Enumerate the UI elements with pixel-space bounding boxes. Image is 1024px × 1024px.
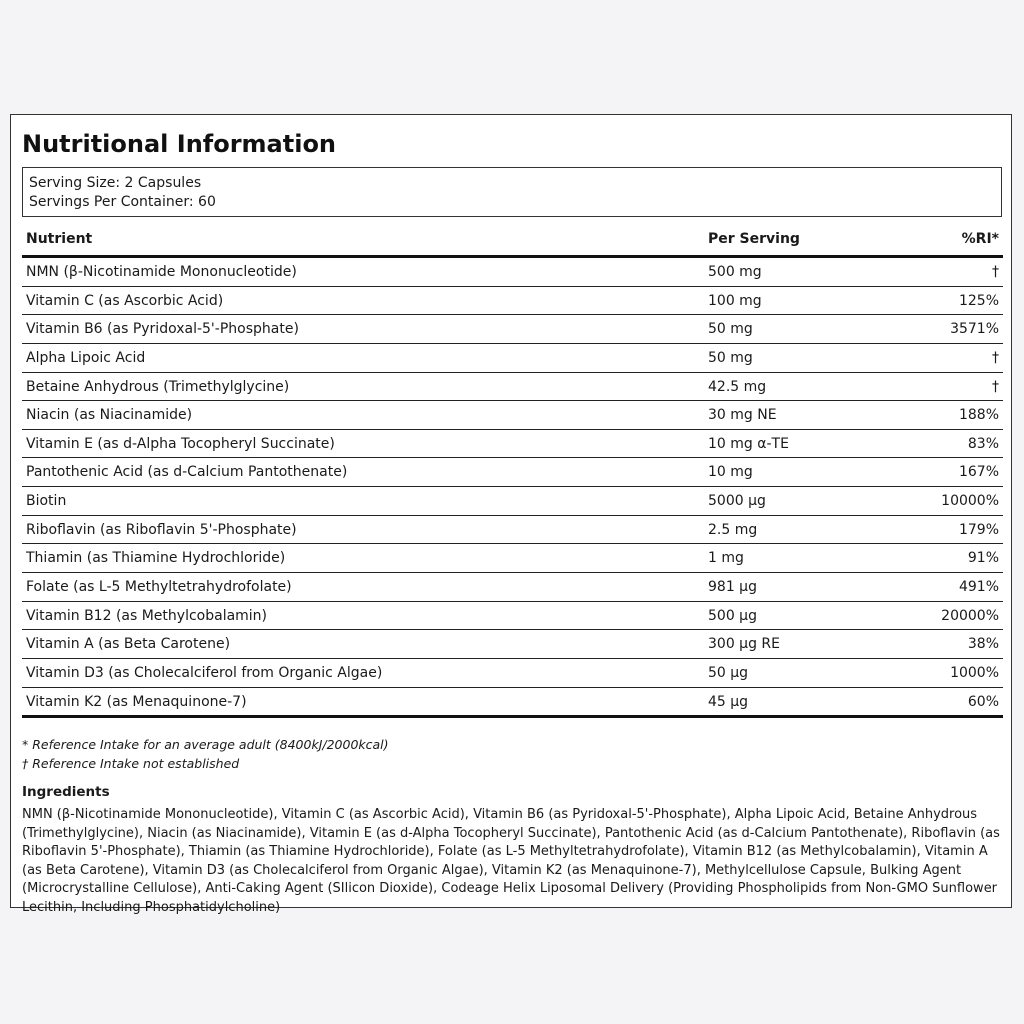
serving-size: Serving Size: 2 Capsules (29, 175, 202, 191)
cell-nutrient: Vitamin K2 (as Menaquinone-7) (26, 693, 247, 710)
cell-nutrient: Biotin (26, 493, 67, 510)
cell-ri: 20000% (941, 607, 999, 624)
cell-per-serving: 30 mg NE (708, 407, 777, 424)
ingredients-heading: Ingredients (22, 784, 110, 800)
cell-nutrient: Vitamin E (as d-Alpha Tocopheryl Succinate) (26, 435, 335, 452)
cell-per-serving: 10 mg α-TE (708, 435, 789, 452)
footnote-not-established: † Reference Intake not established (22, 756, 240, 771)
cell-per-serving: 42.5 mg (708, 378, 767, 395)
cell-per-serving: 50 mg (708, 321, 753, 338)
ingredients-text: NMN (β-Nicotinamide Mononucleotide), Vitamin C (as Ascorbic Acid), Vitamin B6 (as Pyridoxal-5'-Phosphate), Alpha Lipoic Acid, Betaine Anhydrous (Trimethylglycine), Niacin (as Niacinamide), Vitamin E (as d-Alpha Tocopheryl Succinate), Pantothenic Acid (as d-Calcium Pantothenate), Riboflavin (as Riboflavin 5'-Phosphate), Thiamin (as Thiamine Hydrochloride), Folate (as L-5 Methyltetrahydrofolate), Vitamin B12 (as Methylcobalamin), Vitamin A (as Beta Carotene), Vitamin D3 (as Cholecalciferol from Organic Algae), Vitamin K2 (as Menaquinone-7), Methylcellulose Capsule, Bulking Agent (Microcrystalline Cellulose), Anti-Caking Agent (SIlicon Dioxide), Codeage Helix Liposomal Delivery (Providing Phospholipids from Non-GMO Sunflower Lecithin, Including Phosphatidylcholine) (22, 807, 1000, 915)
cell-per-serving: 500 mg (708, 264, 762, 280)
cell-ri: 167% (958, 464, 999, 481)
cell-ri: 3571% (950, 321, 999, 338)
cell-nutrient: Vitamin A (as Beta Carotene) (26, 636, 231, 653)
cell-ri: 83% (967, 435, 999, 452)
cell-ri: 188% (958, 407, 999, 424)
cell-nutrient: Thiamin (as Thiamine Hydrochloride) (26, 550, 286, 567)
cell-per-serving: 500 µg (708, 607, 757, 624)
cell-per-serving: 45 µg (708, 693, 749, 710)
cell-ri: 38% (967, 636, 999, 653)
cell-per-serving: 300 µg RE (708, 636, 780, 653)
cell-nutrient: Pantothenic Acid (as d-Calcium Pantothenate) (26, 464, 348, 481)
footnote-reference-intake: * Reference Intake for an average adult (8400kJ/2000kcal) (22, 737, 389, 752)
cell-ri: 10000% (941, 493, 999, 510)
header-nutrient: Nutrient (26, 231, 93, 247)
cell-nutrient: Vitamin C (as Ascorbic Acid) (26, 292, 224, 309)
table-row (22, 258, 1003, 287)
table-row (22, 430, 1003, 459)
cell-nutrient: Alpha Lipoic Acid (26, 349, 146, 366)
cell-nutrient: Niacin (as Niacinamide) (26, 407, 193, 424)
table-row (22, 315, 1003, 344)
table-row (22, 630, 1003, 659)
cell-ri: 91% (967, 550, 999, 567)
cell-per-serving: 100 mg (708, 292, 762, 309)
cell-nutrient: Vitamin B12 (as Methylcobalamin) (26, 607, 268, 624)
footnotes (22, 735, 389, 773)
cell-per-serving: 50 µg (708, 664, 749, 681)
cell-per-serving: 5000 µg (708, 493, 766, 510)
cell-ri: † (992, 378, 999, 395)
cell-per-serving: 1 mg (708, 550, 744, 567)
cell-ri: 179% (958, 521, 999, 538)
cell-nutrient: Vitamin D3 (as Cholecalciferol from Organic Algae) (26, 664, 383, 681)
cell-ri: † (992, 349, 999, 366)
servings-per-container: Servings Per Container: 60 (29, 194, 216, 210)
cell-per-serving: 10 mg (708, 464, 753, 481)
table-row (22, 287, 1003, 316)
cell-ri: 491% (958, 579, 999, 596)
table-row (22, 344, 1003, 373)
table-row (22, 544, 1003, 573)
cell-nutrient: Betaine Anhydrous (Trimethylglycine) (26, 378, 290, 395)
cell-ri: † (992, 264, 999, 280)
table-body (22, 258, 1003, 718)
table-row (22, 659, 1003, 688)
nutrition-panel (10, 114, 1012, 915)
cell-nutrient: NMN (β-Nicotinamide Mononucleotide) (26, 264, 297, 280)
cell-nutrient: Riboflavin (as Riboflavin 5'-Phosphate) (26, 521, 297, 538)
cell-per-serving: 981 µg (708, 579, 757, 596)
table-row (22, 458, 1003, 487)
cell-nutrient: Folate (as L-5 Methyltetrahydrofolate) (26, 579, 292, 596)
nutrient-table (22, 223, 1003, 718)
cell-ri: 125% (958, 292, 999, 309)
page-title: Nutritional Information (22, 130, 337, 158)
cell-per-serving: 2.5 mg (708, 521, 758, 538)
cell-ri: 1000% (950, 664, 999, 681)
cell-per-serving: 50 mg (708, 349, 753, 366)
cell-ri: 60% (967, 693, 999, 710)
table-header (22, 223, 1003, 258)
table-row (22, 573, 1003, 602)
table-row (22, 516, 1003, 545)
header-ri: %RI* (961, 231, 999, 247)
table-row (22, 688, 1003, 719)
table-row (22, 602, 1003, 631)
cell-nutrient: Vitamin B6 (as Pyridoxal-5'-Phosphate) (26, 321, 299, 338)
table-row (22, 487, 1003, 516)
header-per-serving: Per Serving (708, 231, 800, 247)
table-row (22, 401, 1003, 430)
serving-info-box (22, 167, 1002, 217)
table-row (22, 373, 1003, 402)
